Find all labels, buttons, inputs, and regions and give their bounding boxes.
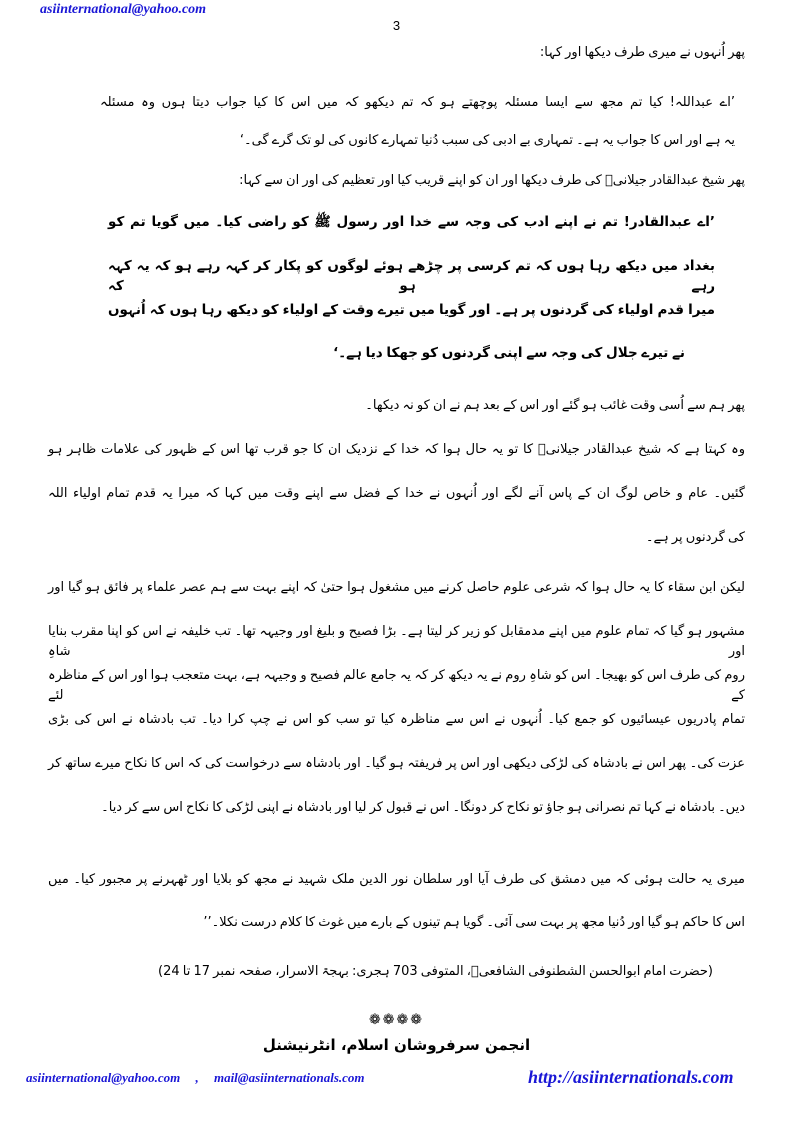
quote-2-line-1: ’اے عبدالقادر! تم نے اپنے ادب کی وجہ سے خدا اور رسول ﷺ کو راضی کیا۔ میں گویا تم کو: [108, 214, 715, 230]
footer-email-1[interactable]: asiinternational@yahoo.com: [26, 1070, 181, 1085]
paragraph-1-line-1: پھر ہم سے اُسی وقت غائب ہو گئے اور اس کے بعد ہم نے ان کو نہ دیکھا۔: [365, 398, 745, 413]
paragraph-3-line-3: روم کی طرف اس کو بھیجا۔ اس کو شاہِ روم نے یہ دیکھ کر کہ یہ جامع عالم فصیح و وجیہہ ہے، بہت متعجب ہوا اور اس کے مناظرہ کے لئے: [48, 668, 745, 703]
paragraph-2-line-1: وہ کہتا ہے کہ شیخ عبدالقادر جیلانیؒ کا تو یہ حال ہوا کہ خدا کے نزدیک ان کا جو قرب تھا اس کے ظہور کی علامات ظاہر ہو: [48, 442, 745, 457]
quote-1-line-1: ’اے عبداللہ! کیا تم مجھ سے ایسا مسئلہ پوچھتے ہو کہ تم دیکھو کہ میں اس کا کیا جواب دیتا ہوں وہ مسئلہ: [100, 95, 735, 110]
intro-line: پھر اُنہوں نے میری طرف دیکھا اور کہا:: [539, 45, 745, 60]
footer-separator: ,: [195, 1070, 199, 1085]
footer-website-link[interactable]: http://asiinternationals.com: [528, 1067, 734, 1087]
narration-line: پھر شیخ عبدالقادر جیلانیؒ کی طرف دیکھا اور ان کو اپنے قریب کیا اور تعظیم کی اور ان سے کہا:: [239, 173, 745, 188]
paragraph-4-line-1: میری یہ حالت ہوئی کہ میں دمشق کی طرف آیا اور سلطان نور الدین ملک شہید نے مجھ کو بلایا اور ٹھہرنے پر مجبور کیا۔ میں: [48, 872, 745, 887]
page-number: 3: [392, 18, 401, 33]
quote-2-line-4: نے تیرے جلال کی وجہ سے اپنی گردنوں کو جھکا دیا ہے۔‘: [333, 345, 685, 361]
paragraph-3-line-5: عزت کی۔ پھر اس نے بادشاہ کی لڑکی دیکھی اور اس پر فریفتہ ہو گیا۔ اور بادشاہ سے درخواست کی کہ اس کا نکاح میرے ساتھ کر: [48, 756, 745, 771]
paragraph-4-line-2: اس کا حاکم ہو گیا اور دُنیا مجھ پر بہت سی آئی۔ گویا ہم تینوں کے بارے میں غوث کا کلام درست نکلا۔’’: [203, 915, 745, 930]
paragraph-3-line-2: مشہور ہو گیا کہ تمام علوم میں اپنے مدمقابل کو زیر کر لیتا ہے۔ بڑا فصیح و بلیغ اور وجیہہ تھا۔ تب خلیفہ نے اس کو اپنا مقرب بنایا اور شاہِ: [48, 624, 745, 659]
paragraph-3-line-6: دیں۔ بادشاہ نے کہا تم نصرانی ہو جاؤ تو نکاح کر دونگا۔ اس نے قبول کر لیا اور بادشاہ نے اپنی لڑکی کا نکاح اس سے کر دیا۔: [101, 800, 745, 815]
paragraph-2-line-3: کی گردنوں پر ہے۔: [645, 530, 745, 545]
footer-email-2[interactable]: mail@asiinternationals.com: [213, 1070, 365, 1085]
paragraph-3-line-4: تمام پادریوں عیسائیوں کو جمع کیا۔ اُنہوں نے اس سے مناظرہ کیا تو سب کو اس نے چپ کرا دیا۔ تب بادشاہ نے اس کی بڑی: [48, 712, 745, 727]
paragraph-3-line-1: لیکن ابن سقاء کا یہ حال ہوا کہ شرعی علوم حاصل کرنے میں مشغول ہوا حتیٰ کہ اپنے بہت سے ہم عصر علماء پر فائق ہو گیا اور: [48, 580, 745, 595]
footer-emails: [26, 1070, 365, 1086]
quote-2-line-3: میرا قدم اولیاء کی گردنوں پر ہے۔ اور گویا میں تیرے وقت کے اولیاء کو دیکھ رہا ہوں کہ اُنہوں: [108, 302, 715, 318]
citation: (حضرت امام ابوالحسن الشطنوفی الشافعیؒ، المتوفی 703 ہجری: بہجۃ الاسرار، صفحہ نمبر 17 تا 24): [158, 964, 713, 979]
ornament-divider: ❁❁❁❁: [369, 1012, 424, 1028]
quote-1-line-2: یہ ہے اور اس کا جواب یہ ہے۔ تمہاری بے ادبی کی سبب دُنیا تمہارے کانوں کی لو تک گرے گی۔‘: [239, 133, 735, 148]
paragraph-2-line-2: گئیں۔ عام و خاص لوگ ان کے پاس آنے لگے اور اُنہوں نے خدا کے فضل سے اپنے وقت میں کہا کہ میرا یہ قدم تمام اولیاء اللہ: [48, 486, 745, 501]
quote-2-line-2: بغداد میں دیکھ رہا ہوں کہ تم کرسی پر چڑھے ہوئے لوگوں کو پکار کر کہہ رہے ہو کہ یہ کہہ رہے ہو کہ: [108, 258, 715, 294]
organization-name: انجمن سرفروشان اسلام، انٹرنیشنل: [262, 1036, 531, 1054]
header-email[interactable]: asiinternational@yahoo.com: [40, 2, 207, 17]
